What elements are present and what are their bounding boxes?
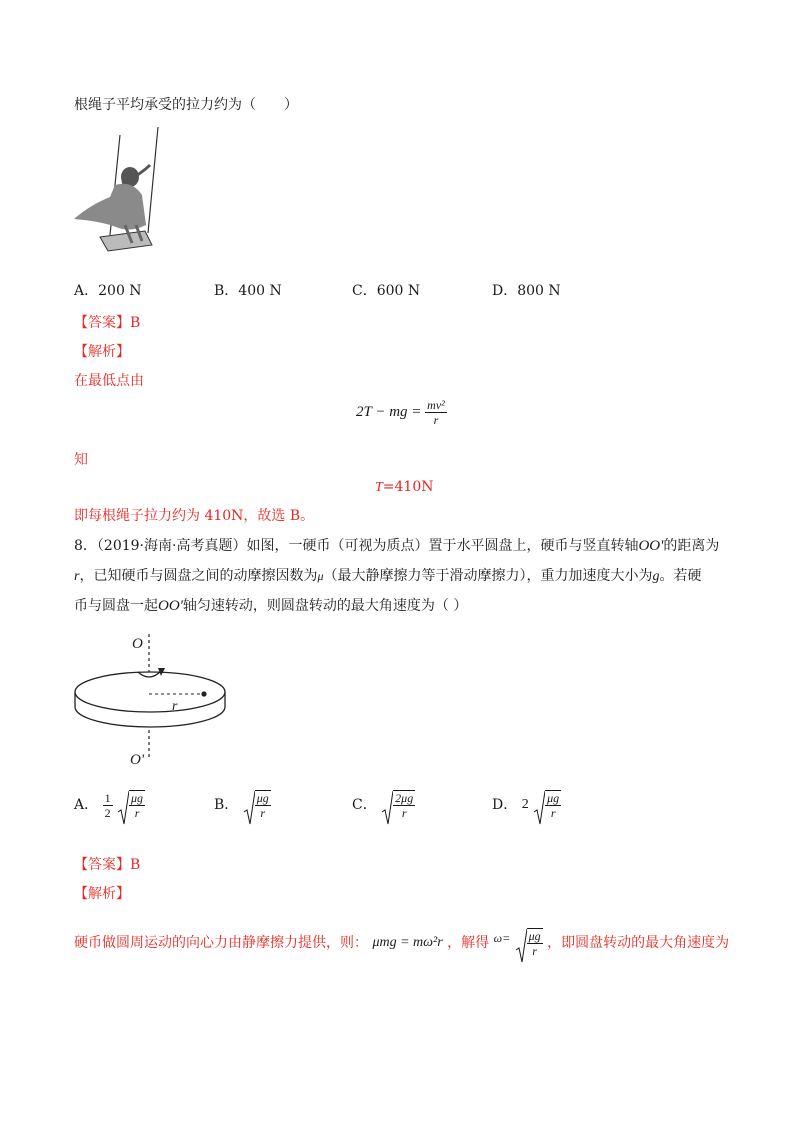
q7-know: 知 — [74, 452, 88, 468]
q8-stem-line3: 币与圆盘一起OO'轴匀速转动，则圆盘转动的最大角速度为（ ） — [74, 598, 468, 614]
q8-option-a[interactable]: A． $\frac{1}{2}$ $\frac{\mu g}{r}$ — [74, 790, 145, 830]
q7-option-a[interactable]: A．200 N — [74, 283, 142, 299]
disc-label-top: O — [132, 636, 143, 652]
q7-formula-numerator: mv² — [427, 398, 445, 412]
q7-conclusion: 即每根绳子拉力约为 410N，故选 B。 — [74, 508, 315, 524]
q7-formula: 2T − mg = $\frac{\text{mv²}}{r}$ — [356, 398, 445, 427]
disc-label-bottom: O' — [130, 752, 145, 768]
q8-stem-line2: r，已知硬币与圆盘之间的动摩擦因数为μ（最大静摩擦力等于滑动摩擦力），重力加速度大小为g。若硬 — [74, 568, 702, 584]
q8-stem-line1: 8．（2019·海南·高考真题）如图，一硬币（可视为质点）置于水平圆盘上，硬币与竖直转轴OO'的距离为 — [74, 538, 720, 554]
q8-answer: 【答案】B — [74, 857, 141, 873]
q7-option-b[interactable]: B．400 N — [214, 283, 282, 299]
q7-stem-tail: 根绳子平均承受的拉力约为（ ） — [74, 97, 298, 113]
q8-analysis-label: 【解析】 — [74, 886, 130, 902]
disc-label-radius: r — [172, 699, 178, 714]
q7-answer: 【答案】B — [74, 315, 141, 331]
rotating-disc-figure — [70, 632, 245, 772]
q8-option-c[interactable]: C． $\frac{2\mu g}{r}$ — [352, 790, 415, 830]
q7-option-d[interactable]: D．800 N — [492, 283, 561, 299]
q7-analysis-label: 【解析】 — [74, 344, 130, 360]
q8-option-d[interactable]: D． 2 $\frac{\mu g}{r}$ — [492, 790, 561, 830]
q7-option-c[interactable]: C．600 N — [352, 283, 421, 299]
q8-analysis-line: 硬币做圆周运动的向心力由静摩擦力提供，则： μmg = mω²r ，解得 ω= $\frac{\mu g}{r}$ ，即圆盘转动的最大角速度为 — [74, 928, 729, 964]
q7-formula-denominator: r — [425, 412, 447, 427]
q8-option-b[interactable]: B． $\frac{\mu g}{r}$ — [214, 790, 271, 830]
q7-result: T=410N — [375, 479, 434, 495]
q7-analysis-line1: 在最低点由 — [74, 373, 144, 389]
swing-figure — [70, 125, 180, 265]
